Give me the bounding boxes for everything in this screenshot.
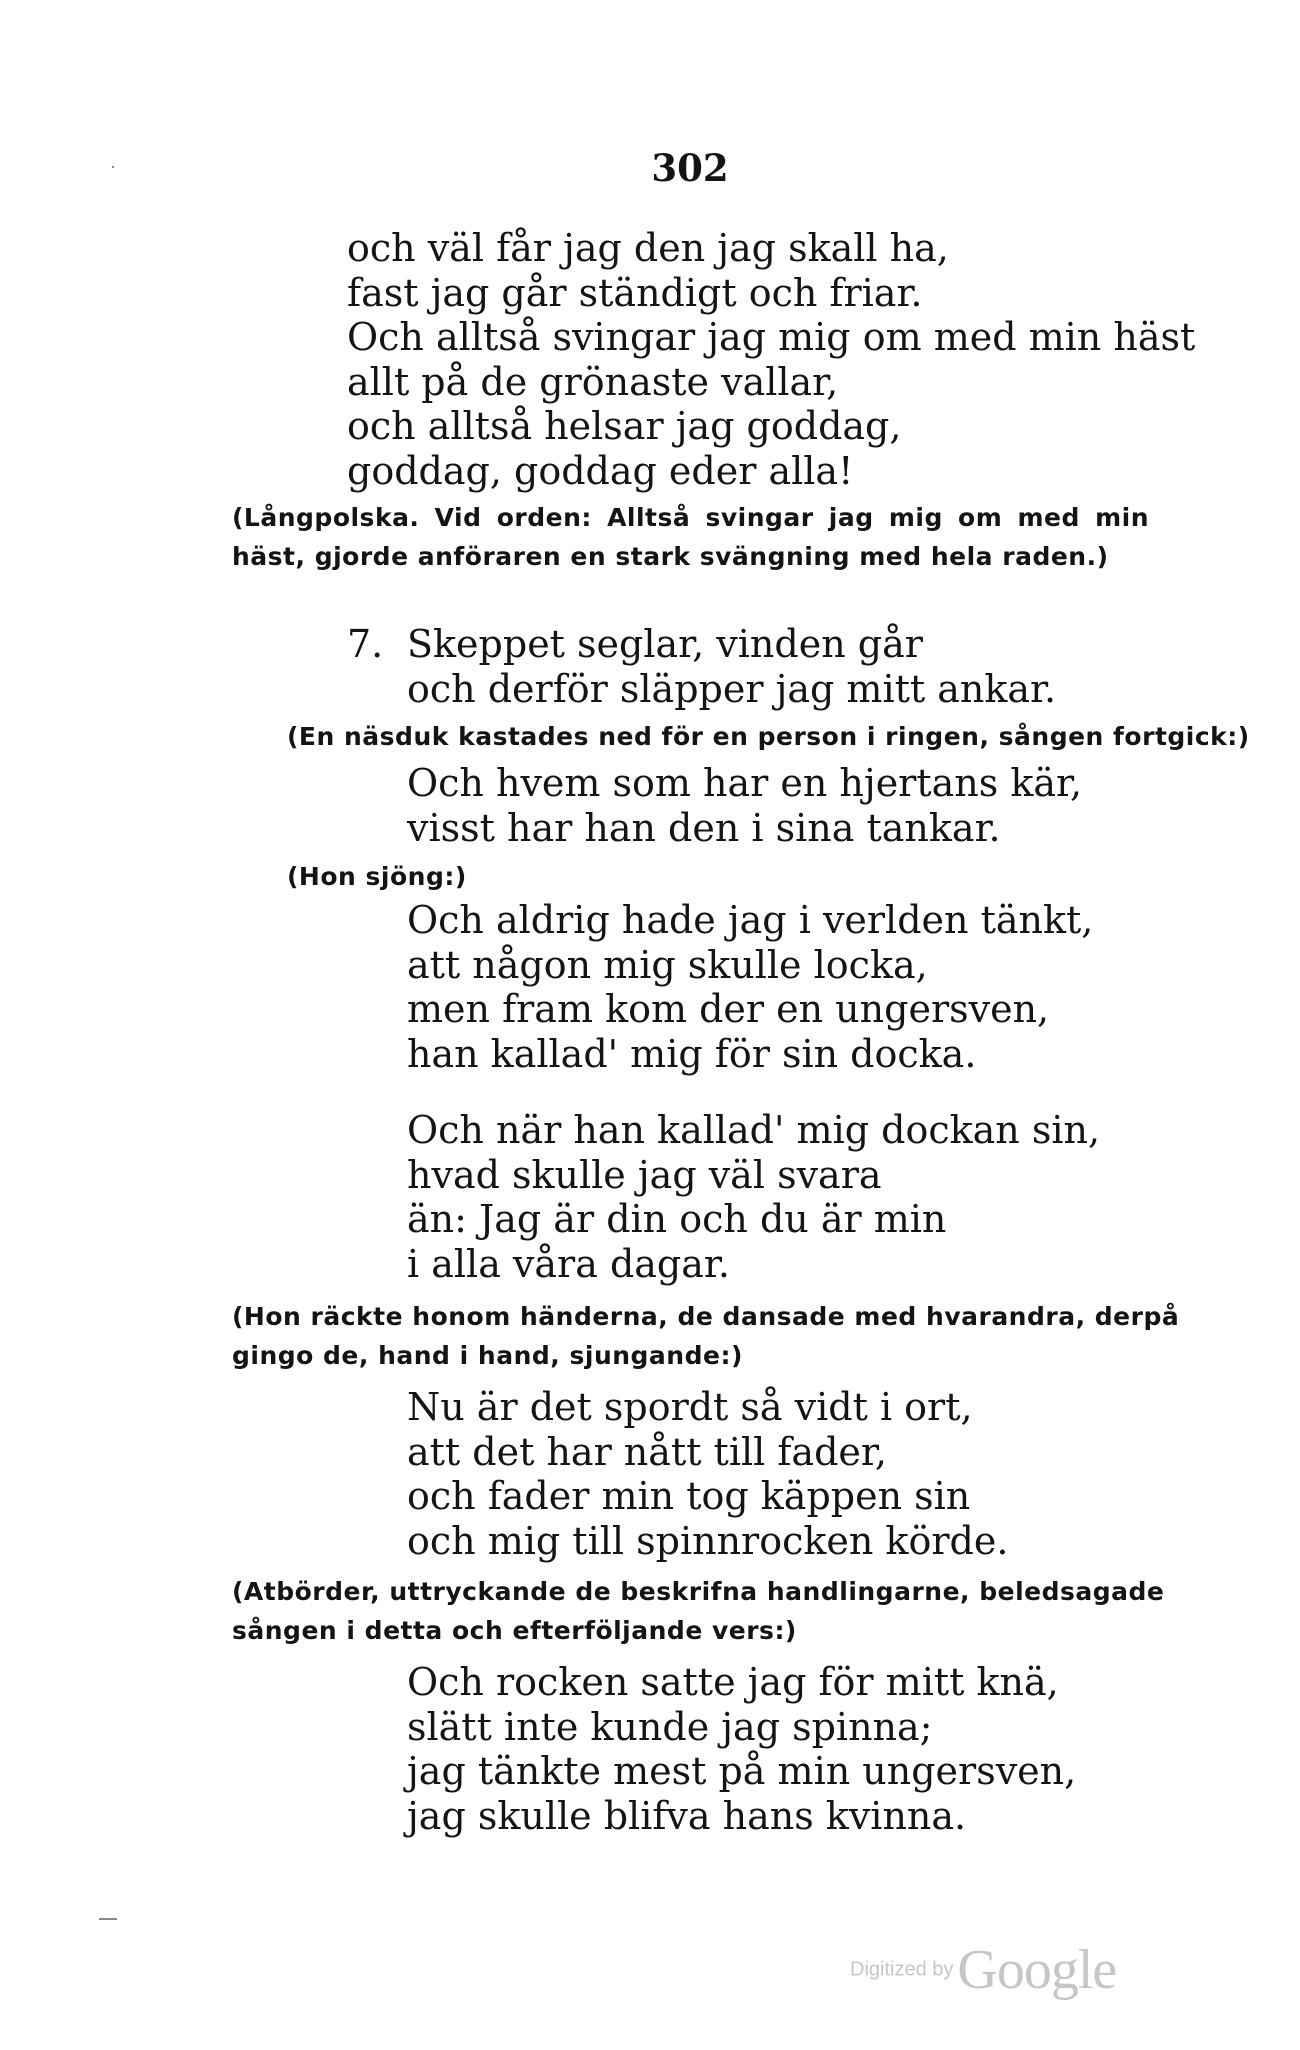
note-line: (En näsduk kastades ned för en person i ringen, sången fortgick:) [287, 722, 1250, 751]
verse-line: att någon mig skulle locka, [407, 942, 928, 987]
page-number: 302 [651, 146, 729, 190]
scan-mark [112, 166, 114, 168]
verse-line: visst har han den i sina tankar. [407, 805, 1001, 850]
stanza-number: 7. [347, 622, 384, 666]
verse-line: att det har nått till fader, [407, 1429, 887, 1474]
verse-line: och alltså helsar jag goddag, [347, 404, 902, 448]
verse-line: och fader min tog käppen sin [407, 1474, 971, 1518]
verse-line: han kallad' mig för sin docka. [407, 1031, 977, 1076]
verse-line [347, 667, 1056, 712]
verse-line: hvad skulle jag väl svara [407, 1152, 882, 1197]
google-logo: Google [957, 1939, 1117, 2001]
verse-line: i alla våra dagar. [407, 1241, 730, 1286]
watermark-prefix: Digitized by [850, 1958, 954, 1981]
verse-block-2 [407, 761, 1082, 850]
scan-mark [99, 1918, 117, 1920]
stage-note-5 [232, 1572, 1165, 1650]
stage-note-2 [287, 717, 1250, 756]
verse-line: fast jag går ständigt och friar. [347, 270, 923, 315]
note-line: (Atbörder, uttryckande de beskrifna handlingarne, beledsagade [232, 1577, 1165, 1606]
verse-line: goddag, goddag eder alla! [347, 448, 854, 493]
verse-line: och väl får jag den jag skall ha, [347, 226, 949, 270]
verse-block-3 [407, 898, 1093, 1076]
verse-line: jag skulle blifva hans kvinna. [407, 1793, 967, 1838]
verse-text: Skeppet seglar, vinden går [407, 622, 923, 666]
stanza-7 [347, 622, 1056, 711]
verse-line: Och aldrig hade jag i verlden tänkt, [407, 898, 1094, 942]
digitized-watermark [850, 1938, 1116, 2002]
verse-line: Och hvem som har en hjertans kär, [407, 761, 1083, 805]
verse-block-1 [347, 226, 1195, 493]
stage-note-4 [232, 1297, 1180, 1375]
verse-text: och derför släpper jag mitt ankar. [407, 666, 1057, 711]
verse-line: Nu är det spordt så vidt i ort, [407, 1385, 973, 1429]
stage-note-1 [232, 498, 1149, 576]
verse-line [347, 622, 1056, 667]
stage-note-3 [287, 857, 467, 896]
verse-line: än: Jag är din och du är min [407, 1197, 947, 1241]
verse-line: men fram kom der en ungersven, [407, 987, 1050, 1031]
verse-line: allt på de grönaste vallar, [347, 359, 839, 404]
verse-block-6 [407, 1660, 1076, 1838]
verse-line: slätt inte kunde jag spinna; [407, 1704, 933, 1749]
verse-block-5 [407, 1385, 1008, 1563]
verse-line: Och alltså svingar jag mig om med min häst [347, 315, 1196, 359]
verse-line: jag tänkte mest på min ungersven, [407, 1749, 1077, 1793]
note-line: sången i detta och efterföljande vers:) [232, 1616, 797, 1645]
verse-line: Och rocken satte jag för mitt knä, [407, 1660, 1059, 1704]
verse-line: och mig till spinnrocken körde. [407, 1518, 1009, 1563]
note-line: häst, gjorde anföraren en stark svängning med hela raden.) [232, 542, 1109, 571]
note-line: (Hon sjöng:) [287, 862, 467, 891]
note-line: gingo de, hand i hand, sjungande:) [232, 1341, 743, 1370]
verse-line: Och när han kallad' mig dockan sin, [407, 1108, 1101, 1152]
note-line: (Långpolska. Vid orden: Alltså svingar jag mig om med min [232, 503, 1149, 532]
verse-block-4 [407, 1108, 1100, 1286]
note-line: (Hon räckte honom händerna, de dansade med hvarandra, derpå [232, 1302, 1180, 1331]
